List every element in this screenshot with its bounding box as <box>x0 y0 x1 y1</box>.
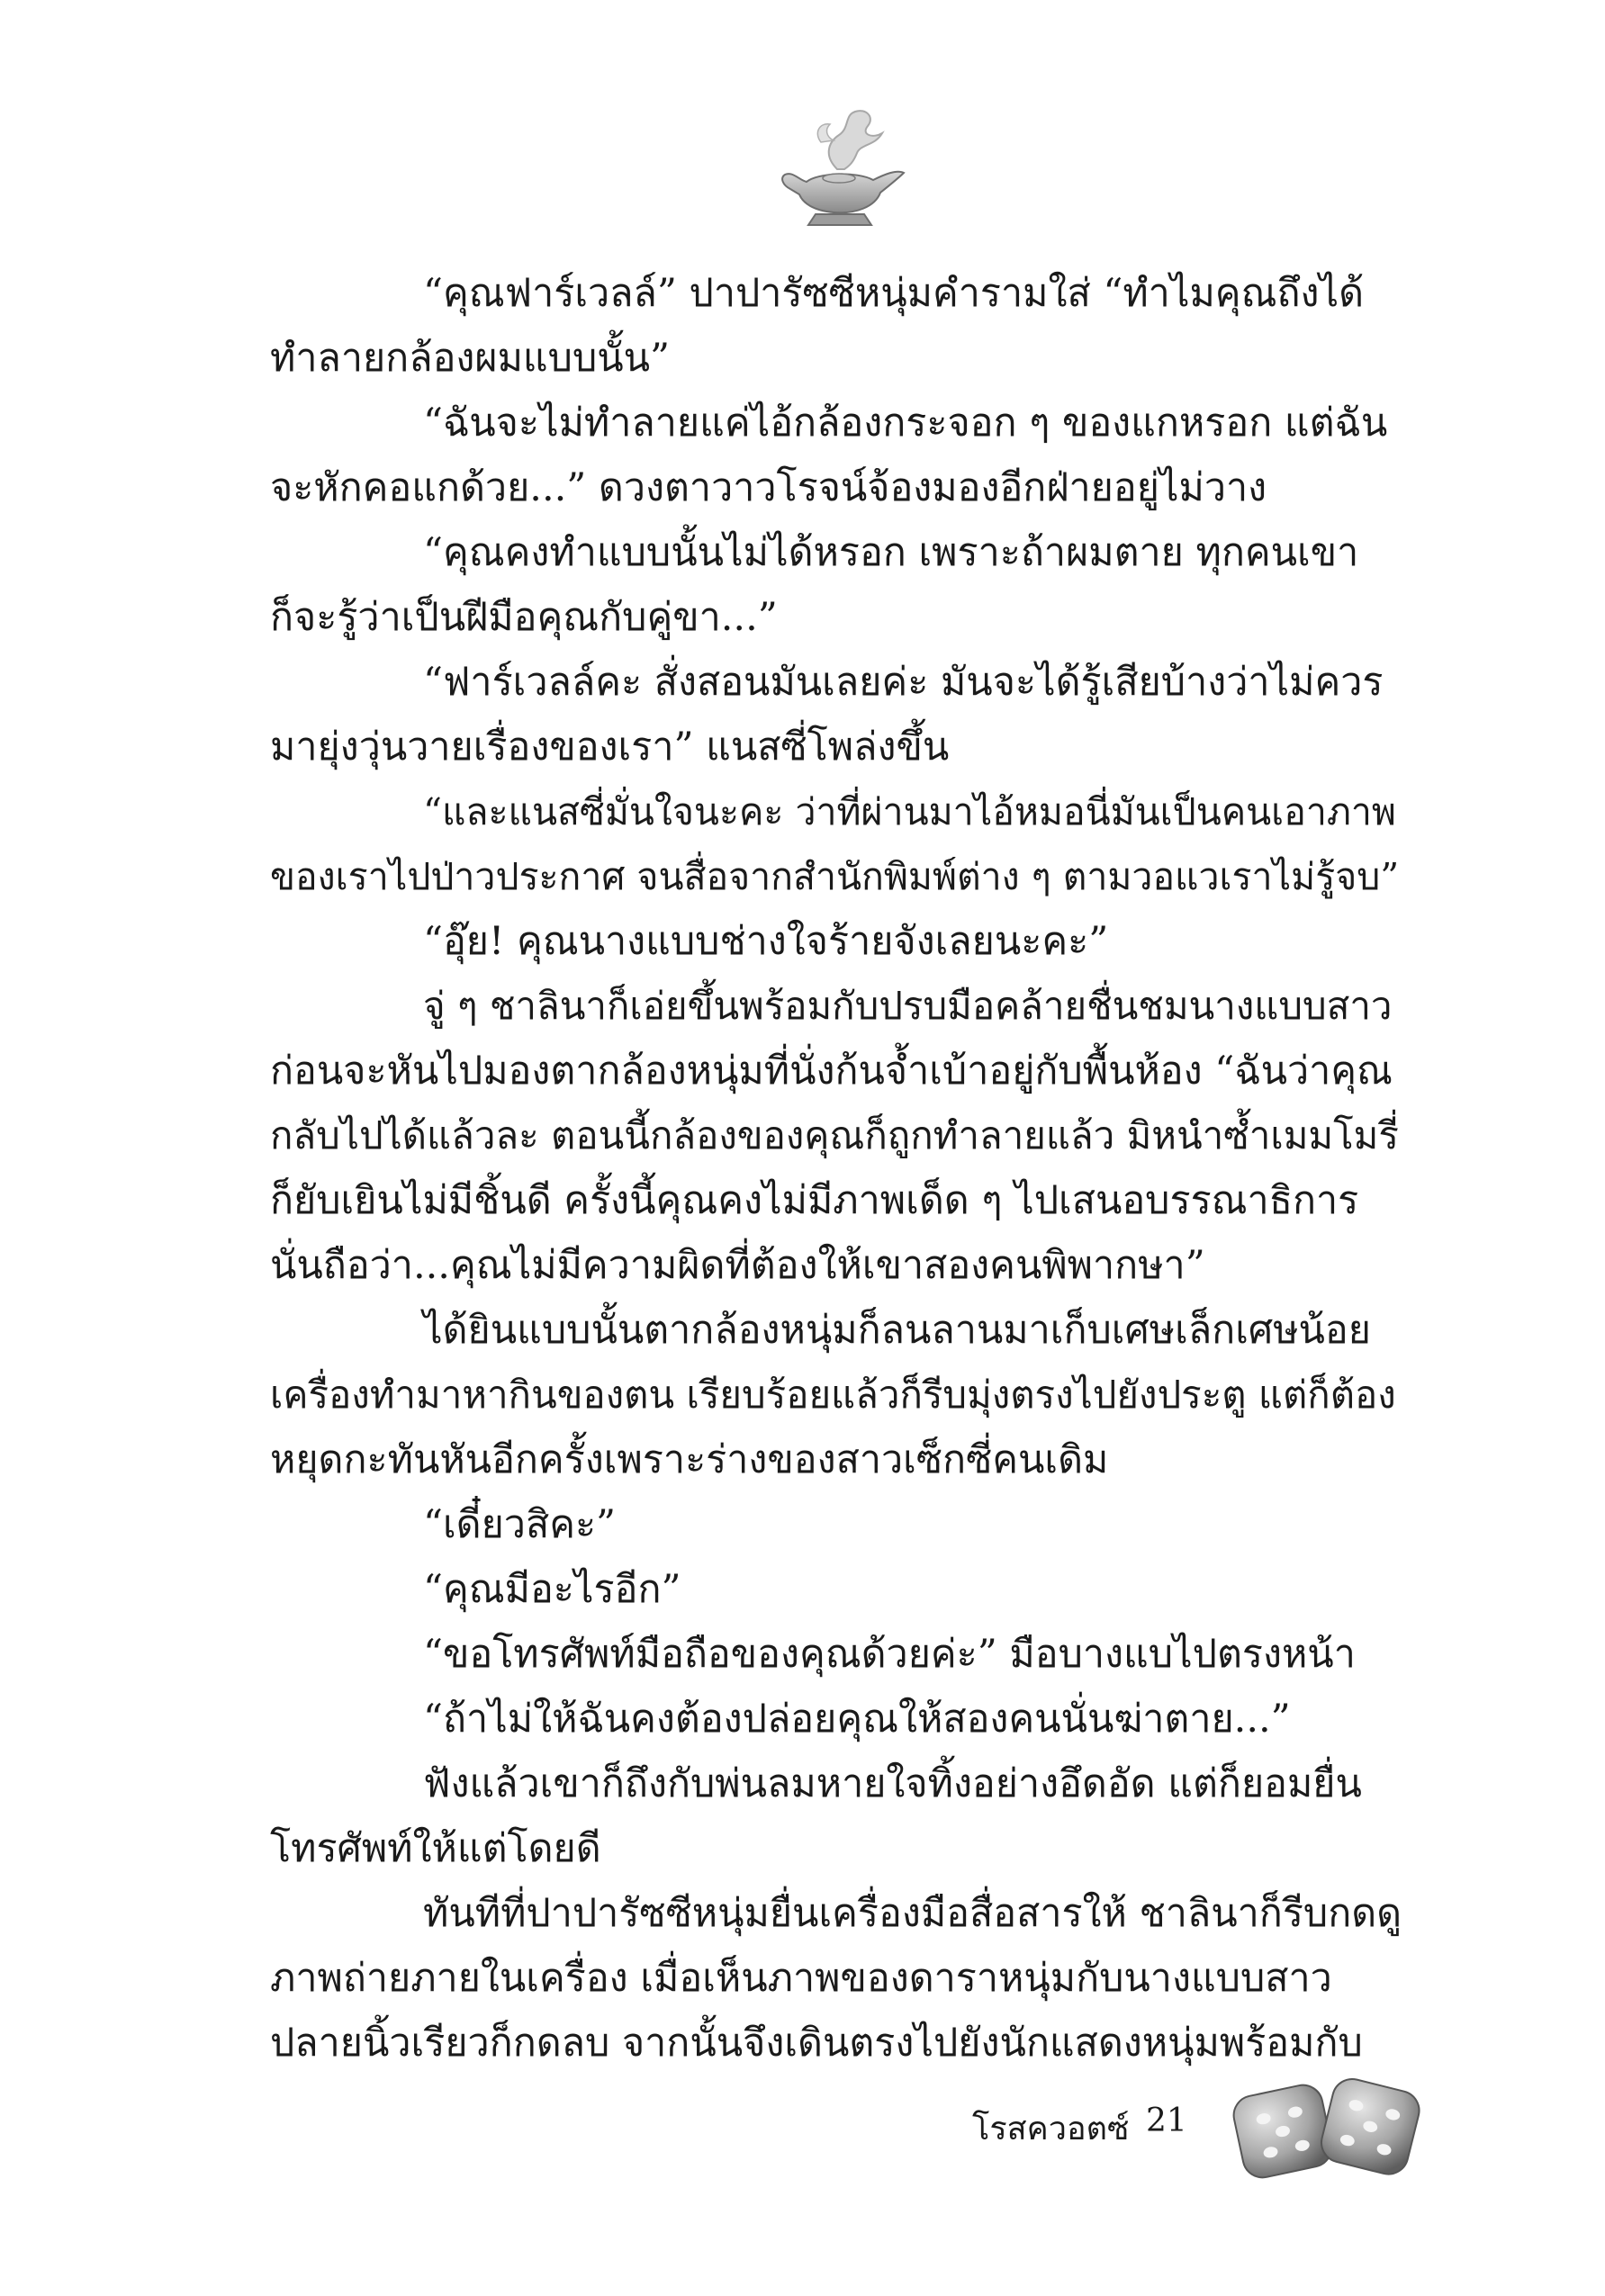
text-line: “คุณฟาร์เวลล์” ปาปารัซซีหนุ่มคำรามใส่ “ทำไมคุณถึงได้ <box>423 271 1365 316</box>
text-line: “ฟาร์เวลล์คะ สั่งสอนมันเลยค่ะ มันจะได้รู้เสียบ้างว่าไม่ควร <box>423 660 1384 705</box>
text-line: “คุณมีอะไรอีก” <box>423 1567 681 1612</box>
text-line: หยุดกะทันหันอีกครั้งเพราะร่างของสาวเซ็กซี่คนเดิม <box>270 1437 1109 1482</box>
text-line: “และแนสซี่มั่นใจนะคะ ว่าที่ผ่านมาไอ้หมอนี่มันเป็นคนเอาภาพ <box>423 790 1396 833</box>
text-line: ทำลายกล้องผมแบบนั้น” <box>270 336 671 381</box>
text-line: ภาพถ่ายภายในเครื่อง เมื่อเห็นภาพของดาราหนุ่มกับนางแบบสาว <box>270 1956 1332 2001</box>
text-line: มายุ่งวุ่นวายเรื่องของเรา” แนสซี่โพล่งขึ้น <box>270 725 950 770</box>
body-text <box>270 261 1413 2075</box>
text-line: ก็จะรู้ว่าเป็นฝีมือคุณกับคู่ขา...” <box>270 595 778 640</box>
text-line: จู่ ๆ ชาลินาก็เอ่ยขึ้นพร้อมกับปรบมือคล้ายชื่นชมนางแบบสาว <box>423 984 1393 1028</box>
text-line: ทันทีที่ปาปารัซซีหนุ่มยื่นเครื่องมือสื่อสารให้ ชาลินาก็รีบกดดู <box>423 1891 1402 1936</box>
text-line: เครื่องทำมาหากินของตน เรียบร้อยแล้วก็รีบมุ่งตรงไปยังประตู แต่ก็ต้อง <box>270 1373 1396 1417</box>
book-title: โรสควอตซ์ <box>972 2111 1130 2147</box>
dice-icon <box>1229 2070 1422 2187</box>
text-line: จะหักคอแกด้วย...” ดวงตาวาวโรจน์จ้องมองอีกฝ่ายอยู่ไม่วาง <box>270 465 1267 510</box>
text-line: ปลายนิ้วเรียวก็กดลบ จากนั้นจึงเดินตรงไปยังนักแสดงหนุ่มพร้อมกับ <box>270 2021 1363 2066</box>
text-line: “ขอโทรศัพท์มือถือของคุณด้วยค่ะ” มือบางแบไปตรงหน้า <box>423 1632 1356 1677</box>
text-line: ของเราไปป่าวประกาศ จนสื่อจากสำนักพิมพ์ต่าง ๆ ตามวอแวเราไม่รู้จบ” <box>270 855 1400 898</box>
text-line: ได้ยินแบบนั้นตากล้องหนุ่มก็ลนลานมาเก็บเศษเล็กเศษน้อย <box>423 1308 1371 1353</box>
page-number: 21 <box>1146 2102 1187 2139</box>
page-footer <box>972 2070 1422 2187</box>
text-line: โทรศัพท์ให้แต่โดยดี <box>270 1826 601 1871</box>
text-line: ก่อนจะหันไปมองตากล้องหนุ่มที่นั่งก้นจ้ำเบ้าอยู่กับพื้นห้อง “ฉันว่าคุณ <box>270 1049 1393 1094</box>
text-line: นั่นถือว่า...คุณไม่มีความผิดที่ต้องให้เขาสองคนพิพากษา” <box>270 1243 1205 1288</box>
text-line: “ฉันจะไม่ทำลายแค่ไอ้กล้องกระจอก ๆ ของแกหรอก แต่ฉัน <box>423 401 1388 446</box>
text-line: “อุ๊ย! คุณนางแบบช่างใจร้ายจังเลยนะคะ” <box>423 919 1109 964</box>
text-line: “คุณคงทำแบบนั้นไม่ได้หรอก เพราะถ้าผมตาย ทุกคนเขา <box>423 530 1359 575</box>
text-line: ก็ยับเยินไม่มีชิ้นดี ครั้งนี้คุณคงไม่มีภาพเด็ด ๆ ไปเสนอบรรณาธิการ <box>270 1178 1359 1223</box>
text-line: ฟังแล้วเขาก็ถึงกับพ่นลมหายใจทิ้งอย่างอึดอัด แต่ก็ยอมยื่น <box>423 1761 1362 1806</box>
genie-lamp-icon <box>774 106 909 232</box>
text-line: กลับไปได้แล้วละ ตอนนี้กล้องของคุณก็ถูกทำลายแล้ว มิหนำซ้ำเมมโมรี่ <box>270 1113 1399 1157</box>
text-line: “เดี๋ยวสิคะ” <box>423 1502 617 1547</box>
text-line: “ถ้าไม่ให้ฉันคงต้องปล่อยคุณให้สองคนนั่นฆ่าตาย...” <box>423 1697 1291 1742</box>
